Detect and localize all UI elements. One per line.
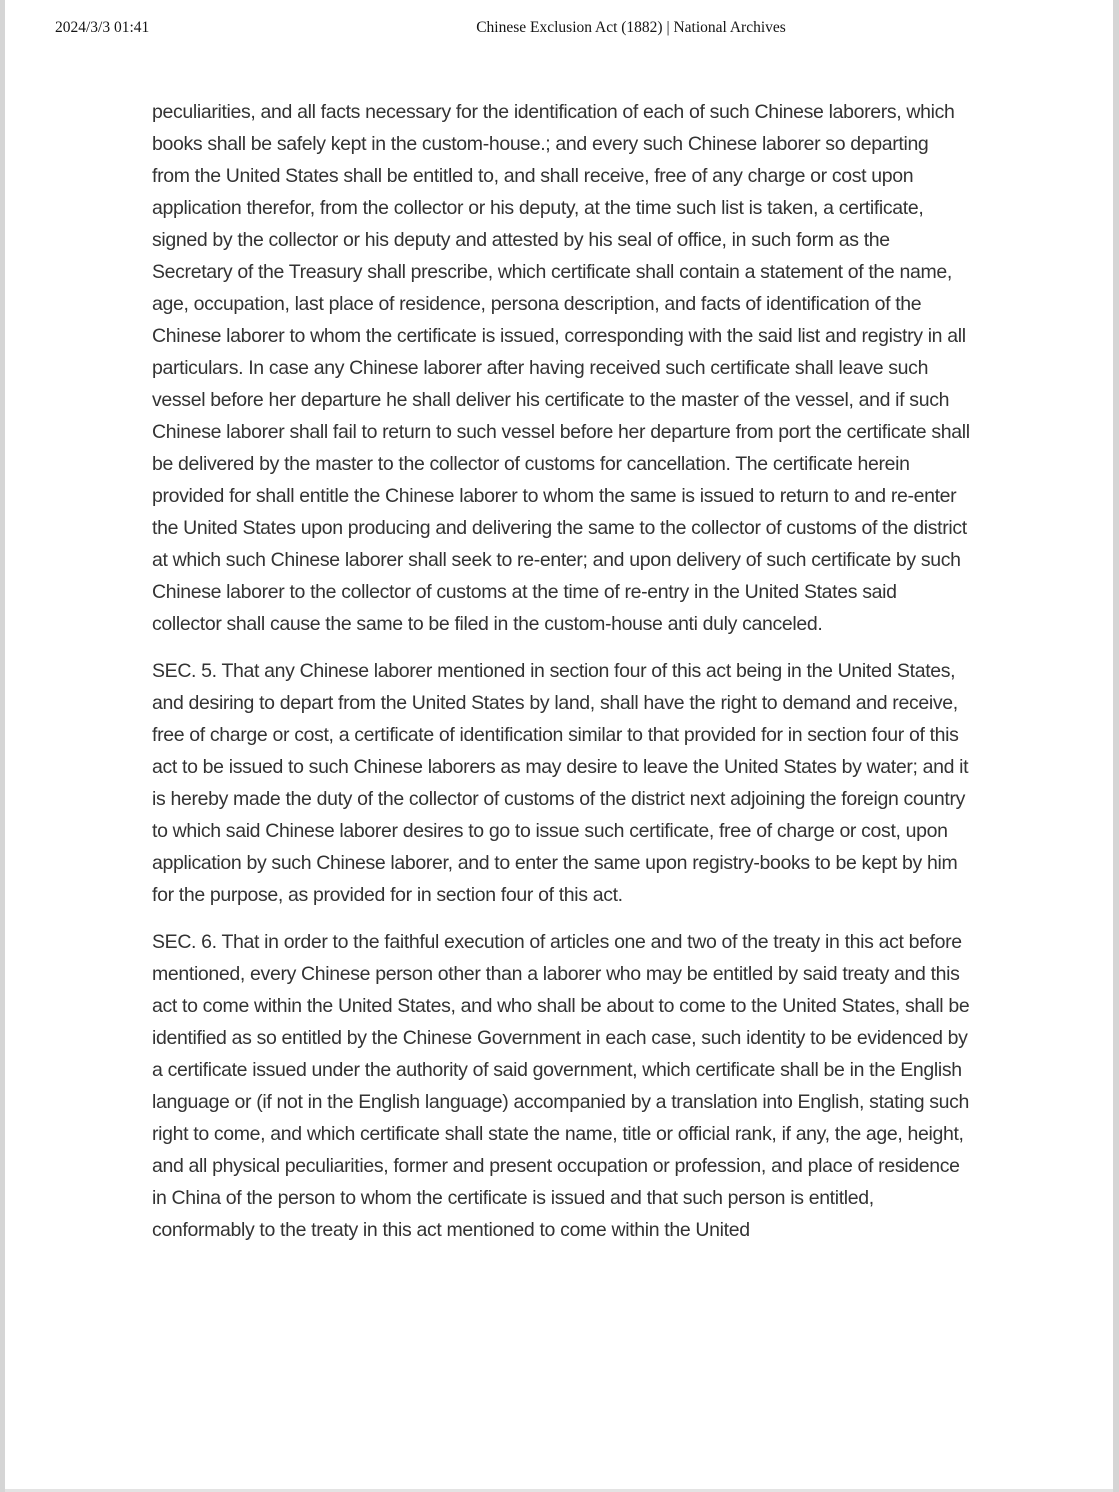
print-title: Chinese Exclusion Act (1882) | National Archives: [476, 19, 786, 36]
page-right-edge: [1113, 0, 1119, 1492]
document-body: [152, 96, 970, 1261]
print-datetime: 2024/3/3 01:41: [55, 19, 150, 36]
paragraph-sec6: SEC. 6. That in order to the faithful execution of articles one and two of the treaty in this act before mentioned, every Chinese person other than a laborer who may be entitled by said treaty and this act to come within the United States, and who shall be about to come to the United States, shall be identified as so entitled by the Chinese Government in each case, such identity to be evidenced by a certificate issued under the authority of said government, which certificate shall be in the English language or (if not in the English language) accompanied by a translation into English, stating such right to come, and which certificate shall state the name, title or official rank, if any, the age, height, and all physical peculiarities, former and present occupation or profession, and place of residence in China of the person to whom the certificate is issued and that such person is entitled, conformably to the treaty in this act mentioned to come within the United: [152, 931, 970, 1241]
page-left-edge: [0, 0, 5, 1492]
print-header: [0, 19, 1119, 39]
paragraph-sec4-continuation: peculiarities, and all facts necessary for the identification of each of such Chinese laborers, which books shall be safely kept in the custom-house.; and every such Chinese laborer so departing from the United States shall be entitled to, and shall receive, free of any charge or cost upon application therefor, from the collector or his deputy, at the time such list is taken, a certificate, signed by the collector or his deputy and attested by his seal of office, in such form as the Secretary of the Treasury shall prescribe, which certificate shall contain a statement of the name, age, occupation, last place of residence, persona description, and facts of identification of the Chinese laborer to whom the certificate is issued, corresponding with the said list and registry in all particulars. In case any Chinese laborer after having received such certificate shall leave such vessel before her departure he shall deliver his certificate to the master of the vessel, and if such Chinese laborer shall fail to return to such vessel before her departure from port the certificate shall be delivered by the master to the collector of customs for cancellation. The certificate herein provided for shall entitle the Chinese laborer to whom the same is issued to return to and re-enter the United States upon producing and delivering the same to the collector of customs of the district at which such Chinese laborer shall seek to re-enter; and upon delivery of such certificate by such Chinese laborer to the collector of customs at the time of re-entry in the United States said collector shall cause the same to be filed in the custom-house anti duly canceled.: [152, 101, 970, 635]
paragraph-sec5: SEC. 5. That any Chinese laborer mentioned in section four of this act being in the United States, and desiring to depart from the United States by land, shall have the right to demand and receive, free of charge or cost, a certificate of identification similar to that provided for in section four of this act to be issued to such Chinese laborers as may desire to leave the United States by water; and it is hereby made the duty of the collector of customs of the district next adjoining the foreign country to which said Chinese laborer desires to go to issue such certificate, free of charge or cost, upon application by such Chinese laborer, and to enter the same upon registry-books to be kept by him for the purpose, as provided for in section four of this act.: [152, 660, 969, 906]
